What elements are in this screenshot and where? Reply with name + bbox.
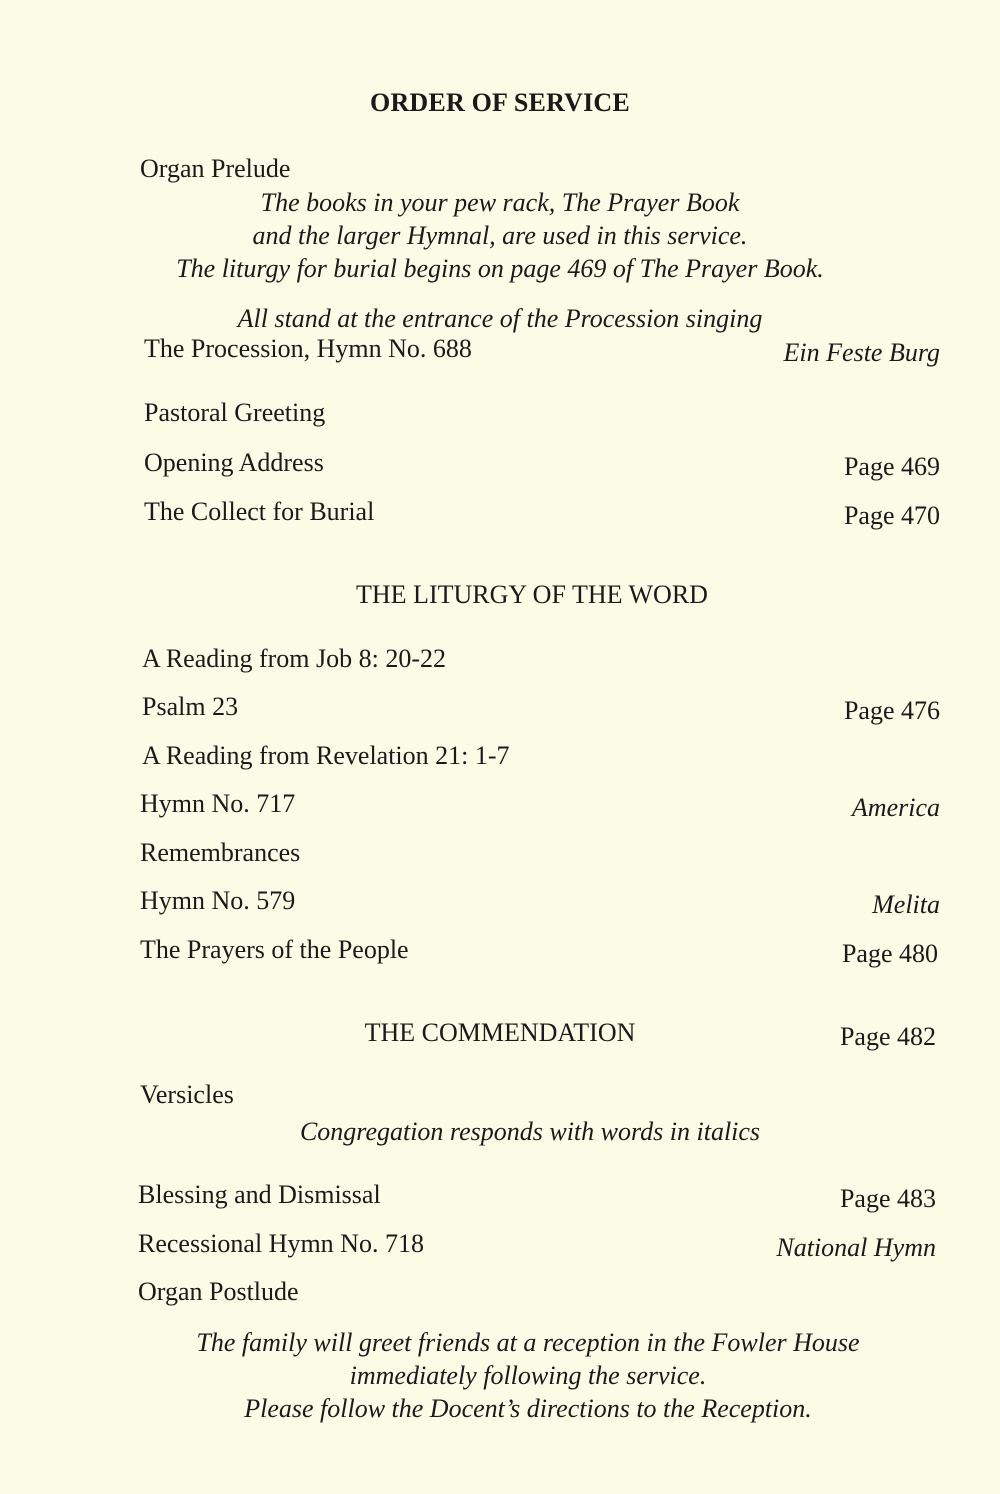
- hymn-tune-name: National Hymn: [776, 1233, 936, 1262]
- service-item-label: Hymn No. 579: [140, 886, 296, 915]
- procession-note: All stand at the entrance of the Procession singing: [237, 304, 763, 333]
- prelude-note: [0, 186, 1000, 285]
- service-item-label: Psalm 23: [142, 692, 239, 721]
- service-item: [144, 334, 940, 368]
- closing-note-line: The family will greet friends at a reception in the Fowler House: [196, 1328, 860, 1357]
- service-item-label: Blessing and Dismissal: [138, 1180, 381, 1209]
- service-item-label: Pastoral Greeting: [144, 398, 326, 427]
- versicles-row: [140, 1080, 940, 1110]
- commendation-page-reference: Page 482: [839, 1022, 936, 1051]
- service-item-label: Organ Postlude: [138, 1277, 299, 1306]
- page-reference: Page 483: [839, 1184, 936, 1213]
- service-item-label: A Reading from Revelation 21: 1-7: [142, 741, 510, 770]
- service-item-label: A Reading from Job 8: 20-22: [142, 644, 447, 673]
- prelude-note-line: The books in your pew rack, The Prayer Book: [260, 188, 740, 217]
- versicles-note: Congregation responds with words in italics: [299, 1117, 761, 1146]
- service-item: [138, 1180, 936, 1214]
- service-item: [140, 886, 940, 920]
- service-item: [140, 789, 940, 823]
- service-item-label: The Collect for Burial: [144, 497, 375, 526]
- service-item: [144, 497, 940, 531]
- commendation-heading: THE COMMENDATION: [364, 1018, 636, 1047]
- service-item: [140, 838, 940, 868]
- page-reference: Page 470: [843, 501, 940, 530]
- service-item: [144, 448, 940, 482]
- page-title: ORDER OF SERVICE: [370, 88, 630, 117]
- page-reference: Page 476: [843, 696, 940, 725]
- service-item-label: The Procession, Hymn No. 688: [144, 334, 472, 363]
- hymn-tune-name: Melita: [872, 890, 940, 919]
- versicles-label: Versicles: [140, 1080, 234, 1109]
- hymn-tune-name: America: [851, 793, 940, 822]
- prelude-note-line: The liturgy for burial begins on page 469 of The Prayer Book.: [176, 254, 824, 283]
- service-item-label: Hymn No. 717: [140, 789, 296, 818]
- service-item: [142, 692, 940, 726]
- service-item-label: Recessional Hymn No. 718: [138, 1229, 424, 1258]
- service-item: [138, 1229, 936, 1263]
- service-item: [140, 935, 938, 969]
- service-item-label: Opening Address: [144, 448, 324, 477]
- service-item: [144, 398, 940, 428]
- service-item-label: Remembrances: [140, 838, 301, 867]
- organ-prelude-label: Organ Prelude: [140, 154, 291, 183]
- organ-prelude-row: [140, 154, 940, 184]
- closing-note: [28, 1326, 1000, 1425]
- closing-note-line: Please follow the Docent’s directions to the Reception.: [244, 1394, 812, 1423]
- service-item: [142, 741, 940, 771]
- service-item: [142, 644, 940, 674]
- hymn-tune-name: Ein Feste Burg: [783, 338, 940, 367]
- service-item-label: The Prayers of the People: [140, 935, 409, 964]
- closing-note-line: immediately following the service.: [349, 1361, 707, 1390]
- page-reference: Page 480: [841, 939, 938, 968]
- liturgy-heading: THE LITURGY OF THE WORD: [356, 580, 708, 609]
- service-item: [138, 1277, 940, 1307]
- page-reference: Page 469: [843, 452, 940, 481]
- prelude-note-line: and the larger Hymnal, are used in this service.: [252, 221, 748, 250]
